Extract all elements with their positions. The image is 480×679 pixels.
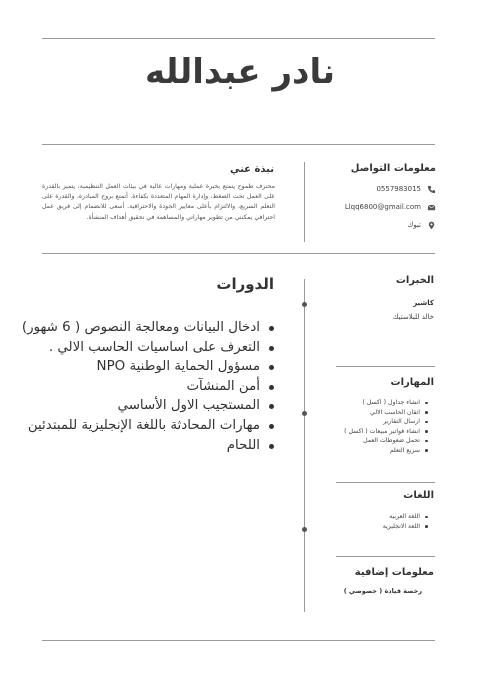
- bottom-divider: [42, 640, 435, 641]
- location-value: تبوك: [407, 221, 421, 229]
- about-text: محترف طموح يتمتع بخبرة عملية ومهارات عالية في بيئات العمل التنظيمية، يتميز بالقدرة على العمل تحت الضغط، وإدارة المهام المتعددة بكفاءة. أتمتع بروح المبادرة، والقدرة على التعلم السريع، والالتزام بأعلى معايير الجودة والاحترافية. أسعى للانضمام إلى فريق عمل احترافي يمكنني من تطوير مهاراتي والمساهمة في تحقيق أهداف المنشأة.: [42, 183, 275, 221]
- experience-title: الخبرات: [395, 275, 434, 286]
- course-item: التعرف على اساسيات الحاسب الالي .: [4, 338, 274, 358]
- timeline-line: [304, 279, 305, 612]
- courses-title: الدورات: [216, 275, 274, 293]
- phone-icon: [427, 185, 436, 194]
- about-divider: [304, 162, 305, 242]
- candidate-name: نادر عبدالله: [144, 52, 336, 92]
- skill-item: انشاء فواتير مبيعات ( اكسل ): [344, 427, 428, 437]
- email-value[interactable]: Llqq6800@gmail.com: [344, 203, 421, 211]
- skill-item: اتقان الحاسب الالي: [344, 408, 428, 418]
- skill-item: تحمل ضغوطات العمل: [344, 436, 428, 446]
- skill-item: سريع التعلم: [344, 446, 428, 456]
- contact-title: معلومات التواصل: [350, 163, 436, 174]
- language-item: اللغة الانجليزية: [383, 522, 428, 532]
- section-divider: [42, 253, 435, 254]
- skill-item: انشاء جداول ( اكسل ): [344, 398, 428, 408]
- languages-list: [383, 512, 428, 531]
- course-item: أمن المنشآت: [4, 377, 274, 397]
- timeline-dot: [302, 411, 307, 416]
- extra-divider: [336, 556, 435, 557]
- languages-title: اللغات: [403, 490, 434, 501]
- extra-text: رخصة قيادة ( خصوصي ): [343, 587, 422, 595]
- skills-title: المهارات: [390, 377, 434, 388]
- extra-title: معلومات إضافية: [354, 567, 434, 578]
- courses-list: [4, 318, 274, 455]
- language-item: اللغة العربية: [383, 512, 428, 522]
- timeline-dot: [302, 302, 307, 307]
- contact-phone: [376, 183, 436, 195]
- languages-divider: [336, 482, 435, 483]
- phone-value: 0557983015: [376, 185, 421, 193]
- about-title: نبذة عني: [229, 164, 274, 175]
- top-divider: [42, 38, 435, 39]
- course-item: مهارات المحادثة باللغة الإنجليزية للمبتدئين: [4, 416, 274, 436]
- experience-company: خالد للبلاستيك: [392, 313, 434, 321]
- skills-divider: [336, 366, 435, 367]
- contact-email: [345, 201, 436, 213]
- course-item: ادخال البيانات ومعالجة النصوص ( 6 شهور): [4, 318, 274, 338]
- timeline-dot: [302, 527, 307, 532]
- email-icon: [427, 203, 436, 212]
- skill-item: ارسال التقارير: [344, 417, 428, 427]
- contact-location: [408, 219, 436, 231]
- course-item: المستجيب الاول الأساسي: [4, 396, 274, 416]
- skills-list: [344, 398, 428, 456]
- experience-role: كاشير: [413, 299, 434, 307]
- course-item: مسؤول الحماية الوطنية NPO: [4, 357, 274, 377]
- location-icon: [427, 221, 436, 230]
- header-divider: [42, 144, 435, 145]
- course-item: اللحام: [4, 436, 274, 456]
